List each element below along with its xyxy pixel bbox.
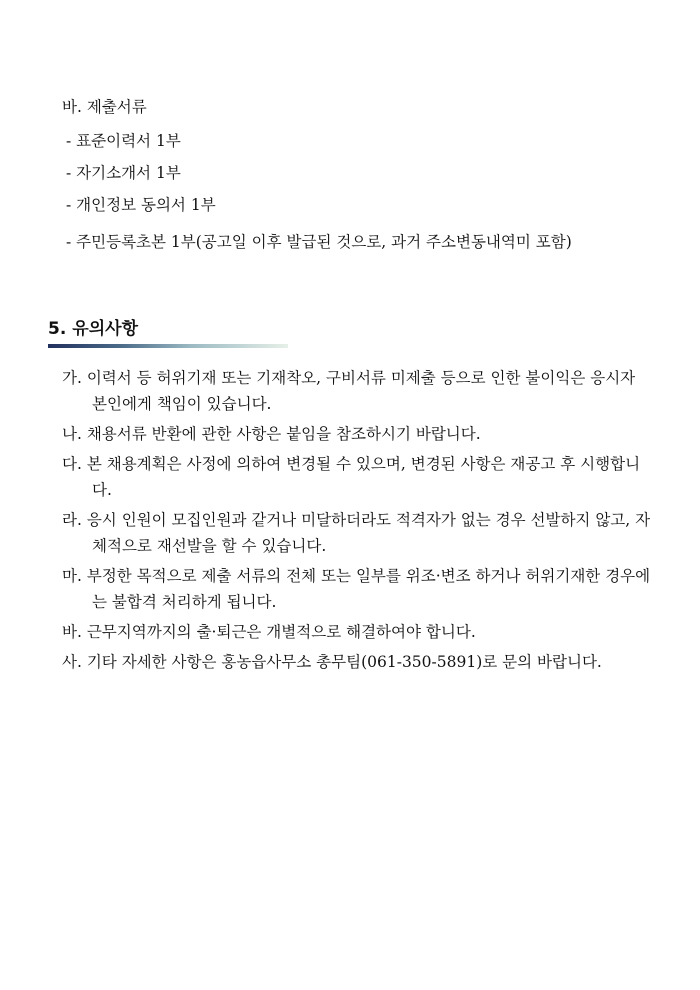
list-item: 나. 채용서류 반환에 관한 사항은 붙임을 참조하시기 바랍니다. (62, 425, 481, 443)
section-title: 유의사항 (72, 319, 138, 339)
list-item: 사. 기타 자세한 사항은 홍농읍사무소 총무팀(061-350-5891)로 문의 바랍니다. (62, 653, 602, 671)
submission-documents-heading: 바. 제출서류 (62, 98, 147, 116)
list-item: 바. 근무지역까지의 출·퇴근은 개별적으로 해결하여야 합니다. (62, 623, 476, 641)
list-item: 가. 이력서 등 허위기재 또는 기재착오, 구비서류 미제출 등으로 인한 불이익은 응시자 본인에게 책임이 있습니다. (62, 369, 636, 413)
notice-list (62, 365, 652, 679)
list-item: 다. 본 채용계획은 사정에 의하여 변경될 수 있으며, 변경된 사항은 재공고 후 시행합니다. (62, 455, 641, 499)
heading-underline (48, 344, 288, 348)
section-number: 5. (48, 319, 67, 339)
submission-documents-list (66, 131, 666, 268)
list-item: - 개인정보 동의서 1부 (66, 196, 216, 214)
list-item: - 표준이력서 1부 (66, 132, 181, 150)
list-item: - 주민등록초본 1부(공고일 이후 발급된 것으로, 과거 주소변동내역미 포함) (66, 233, 572, 251)
list-item: - 자기소개서 1부 (66, 164, 181, 182)
list-item: 마. 부정한 목적으로 제출 서류의 전체 또는 일부를 위조·변조 하거나 허위기재한 경우에는 불합격 처리하게 됩니다. (62, 567, 651, 611)
section-heading (48, 317, 138, 341)
list-item: 라. 응시 인원이 모집인원과 같거나 미달하더라도 적격자가 없는 경우 선발하지 않고, 자체적으로 재선발을 할 수 있습니다. (62, 511, 651, 555)
